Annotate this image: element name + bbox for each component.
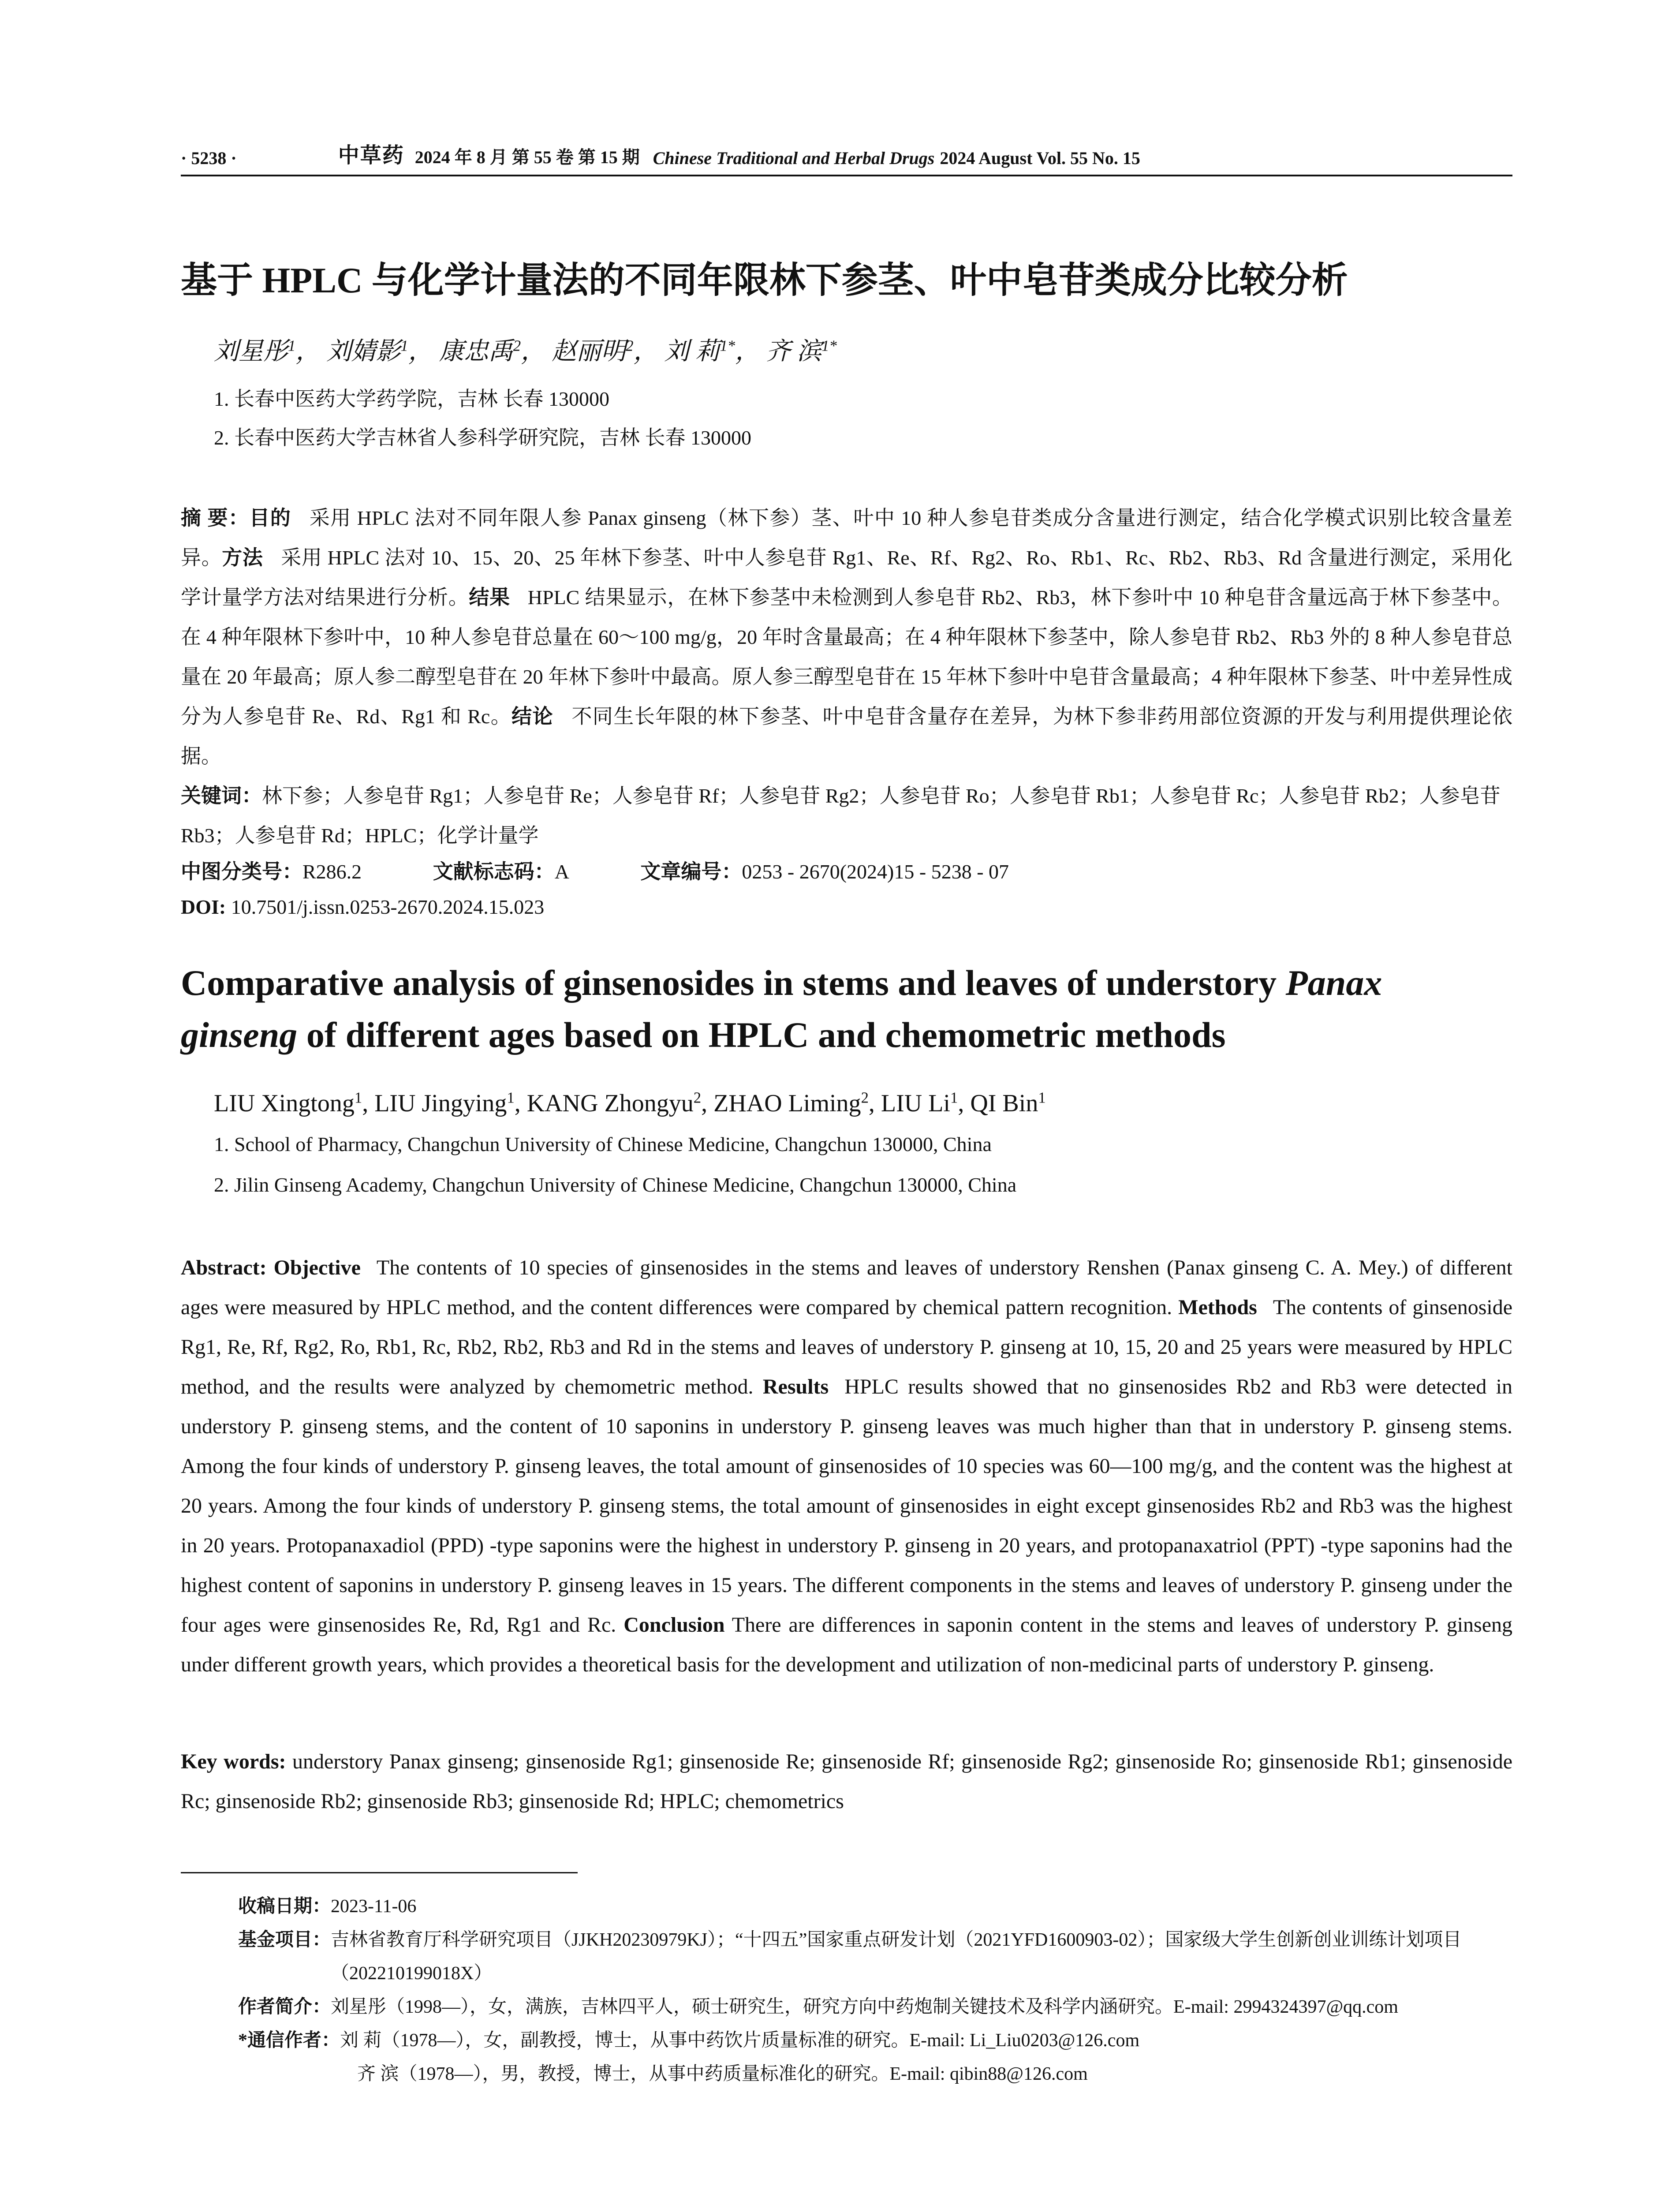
journal-name-cn: 中草药 <box>338 144 404 167</box>
results-label: 结果 <box>469 586 510 609</box>
clc-label: 中图分类号： <box>181 860 302 883</box>
author-mark: 1* <box>720 337 735 355</box>
affiliation-cn-2: 2. 长春中医药大学吉林省人参科学研究院，吉林 长春 130000 <box>214 426 751 449</box>
author-list-en: LIU Xingtong$^1$, LIU Jingying$^1$, KANG Zhongyu$^2$, ZHAO Liming$^2$, LIU Li$^1$, QI Bin$^1$ <box>214 1089 1046 1117</box>
fund-value: 吉林省教育厅科学研究项目（JJKH20230979KJ）；“十四五”国家重点研发计划（2021YFD1600903-02）；国家级大学生创新创业训练计划项目（202210199018X） <box>331 1930 1462 1984</box>
author-list-cn: 刘星彤$^1$， 刘婧影$^1$， 康忠禹$^2$， 赵丽明$^2$， 刘 莉$^{1*}$， 齐 滨$^{1*}$ <box>214 337 837 365</box>
author-name: 刘星彤 <box>214 338 288 365</box>
footnotes <box>238 1890 1512 2091</box>
title-part: of different ages based on HPLC and chemometric methods <box>306 1015 1226 1055</box>
corresponding-value-2: 齐 滨（1978—），男，教授，博士，从事中药质量标准化的研究。E-mail: qibin88@126.com <box>357 2064 1088 2084</box>
clc-value: R286.2 <box>302 860 362 883</box>
results-text: HPLC 结果显示，在林下参茎中未检测到人参皂苷 Rb2、Rb3，林下参叶中 10 种皂苷含量远高于林下参茎中。在 4 种年限林下参叶中，10 种人参皂苷总量在 60～100 mg/g，20 年时含量最高；在 4 种年限林下参茎中，除人参皂苷 Rb2、Rb3 外的 8 种人参皂苷总量在 20 年最高；原人参二醇型皂苷在 20 年林下参叶中最高。原人参三醇型皂苷在 15 年林下参叶中皂苷含量最高；4 种年限林下参茎、叶中差异性成分为人参皂苷 Re、Rd、Rg1 和 Rc。 <box>181 586 1513 728</box>
author-mark: 2 <box>626 337 634 355</box>
corresponding-label: *通信作者： <box>238 2030 340 2051</box>
classification-line <box>181 856 1075 885</box>
author-mark: 2 <box>513 337 521 355</box>
received-label: 收稿日期： <box>238 1896 331 1917</box>
article-no-value: 0253 - 2670(2024)15 - 5238 - 07 <box>742 860 1009 883</box>
objective-text: 采用 HPLC 法对不同年限人参 Panax ginseng（林下参）茎、叶中 10 种人参皂苷类成分含量进行测定，结合化学模式识别比较含量差异。 <box>181 507 1513 569</box>
doi-line <box>181 895 544 919</box>
footnote-divider <box>181 1872 578 1873</box>
methods-text: 采用 HPLC 法对 10、15、20、25 年林下参茎、叶中人参皂苷 Rg1、Re、Rf、Rg2、Ro、Rb1、Rc、Rb2、Rb3、Rd 含量进行测定，采用化学计量学方法对结果进行分析。 <box>181 546 1512 609</box>
results-text: HPLC results showed that no ginsenosides Rb2 and Rb3 were detected in understory P. ginseng stems, and the content of 10 saponins in understory P. ginseng leaves was much higher than that in understory P. ginseng stems. Among the four kinds of understory P. ginseng leaves, the total amount of ginsenosides of 10 species was 60—100 mg/g, and the content was the highest at 20 years. Among the four kinds of understory P. ginseng stems, the total amount of ginsenosides in eight except ginsenosides Rb2 and Rb3 was the highest in 20 years. Protopanaxadiol (PPD) -type saponins were the highest in understory P. ginseng in 20 years, and protopanaxatriol (PPT) -type saponins had the highest content of saponins in understory P. ginseng leaves in 15 years. The different components in the stems and leaves of understory P. ginseng under the four ages were ginsenosides Re, Rd, Rg1 and Rc. <box>181 1375 1513 1637</box>
affiliation-en-1: 1. School of Pharmacy, Changchun University of Chinese Medicine, Changchun 130000, China <box>214 1133 992 1155</box>
article-no-label: 文章编号： <box>640 860 742 883</box>
author-mark: 2 <box>861 1089 869 1106</box>
keywords-text: understory Panax ginseng; ginsenoside Rg1; ginsenoside Re; ginsenoside Rf; ginsenoside Rg2; ginsenoside Ro; ginsenoside Rb1; ginsenoside Rc; ginsenoside Rb2; ginsenoside Rb3; ginsenoside Rd; HPLC; chemometrics <box>181 1750 1513 1813</box>
author-name: LIU Jingying <box>374 1090 507 1117</box>
author-bio-label: 作者简介： <box>238 1997 331 2017</box>
author-name: 赵丽明 <box>552 338 626 365</box>
issue-info-cn: 2024 年 8 月 第 55 卷 第 15 期 <box>414 147 640 167</box>
author-bio-value: 刘星彤（1998—），女，满族，吉林四平人，硕士研究生，研究方向中药炮制关键技术及科学内涵研究。E-mail: 2994324397@qq.com <box>331 1997 1398 2017</box>
abstract-cn <box>181 498 1512 776</box>
author-mark: 1 <box>354 1089 362 1106</box>
abstract-label: 摘 要： <box>181 507 250 529</box>
paper-page <box>181 0 1512 2205</box>
paper-title-en <box>181 957 1512 1061</box>
author-name: 齐 滨 <box>766 338 822 365</box>
keywords-cn <box>181 776 1512 856</box>
page-number: · 5238 · <box>181 148 237 168</box>
author-name: 康忠禹 <box>439 338 513 365</box>
received-value: 2023-11-06 <box>331 1896 417 1917</box>
objective-text: The contents of 10 species of ginsenosides in the stems and leaves of understory Renshen (Panax ginseng C. A. Mey.) of different ages were measured by HPLC method, and the content differences were compared by chemical pattern recognition. <box>181 1256 1512 1319</box>
keywords-label: 关键词： <box>181 785 262 807</box>
affiliation-en-2: 2. Jilin Ginseng Academy, Changchun University of Chinese Medicine, Changchun 130000, China <box>214 1174 1017 1196</box>
doc-code-value: A <box>554 860 569 883</box>
conclusion-label: 结论 <box>511 705 554 728</box>
author-mark: 1 <box>1038 1089 1046 1106</box>
author-name: LIU Xingtong <box>214 1090 355 1117</box>
doi-value: 10.7501/j.issn.0253-2670.2024.15.023 <box>231 896 545 918</box>
conclusion-text: There are differences in saponin content in the stems and leaves of understory P. ginseng under different growth years, which provides a theoretical basis for the development and utilization of non-medicinal parts of understory P. ginseng. <box>181 1613 1513 1676</box>
title-italic: ginseng <box>181 1015 298 1055</box>
received-date <box>238 1890 1512 1923</box>
author-name: ZHAO Liming <box>713 1090 861 1117</box>
conclusion-label: Conclusion <box>623 1613 725 1637</box>
author-bio <box>238 1990 1512 2024</box>
author-name: KANG Zhongyu <box>526 1090 694 1117</box>
running-header <box>181 146 1512 176</box>
fund-info <box>238 1923 1512 1990</box>
author-mark: 1 <box>950 1089 958 1106</box>
author-name: 刘婧影 <box>326 338 401 365</box>
objective-label: 目的 <box>249 507 291 529</box>
paper-title-cn: 基于 HPLC 与化学计量法的不同年限林下参茎、叶中皂苷类成分比较分析 <box>181 260 1348 300</box>
keywords-en <box>181 1742 1512 1821</box>
abstract-en <box>181 1248 1512 1685</box>
author-name: LIU Li <box>881 1090 950 1117</box>
doc-code-label: 文献标志码： <box>433 860 555 883</box>
author-name: 刘 莉 <box>664 338 720 365</box>
fund-label: 基金项目： <box>238 1930 331 1950</box>
author-mark: 1 <box>507 1089 515 1106</box>
conclusion-text: 不同生长年限的林下参茎、叶中皂苷含量存在差异，为林下参非药用部位资源的开发与利用提供理论依据。 <box>181 705 1513 767</box>
corresponding-value-1: 刘 莉（1978—），女，副教授，博士，从事中药饮片质量标准的研究。E-mail: Li_Liu0203@126.com <box>340 2030 1140 2051</box>
results-label: Results <box>762 1375 829 1398</box>
author-mark: 1* <box>821 337 837 355</box>
issue-info-en: 2024 August Vol. 55 No. 15 <box>940 148 1140 168</box>
author-mark: 1 <box>288 337 296 355</box>
keywords-label: Key words: <box>181 1750 286 1773</box>
author-name: QI Bin <box>970 1090 1038 1117</box>
keywords-text: 林下参；人参皂苷 Rg1；人参皂苷 Re；人参皂苷 Rf；人参皂苷 Rg2；人参皂苷 Ro；人参皂苷 Rb1；人参皂苷 Rc；人参皂苷 Rb2；人参皂苷 Rb3；人参皂苷 Rd；HPLC；化学计量学 <box>181 785 1501 847</box>
methods-label: 方法 <box>222 546 263 569</box>
corresponding-author <box>238 2024 1512 2057</box>
doi-label: DOI: <box>181 896 226 918</box>
journal-name-en: Chinese Traditional and Herbal Drugs <box>653 148 935 168</box>
author-mark: 2 <box>693 1089 702 1106</box>
abstract-label: Abstract: Objective <box>181 1256 361 1279</box>
title-italic: Panax <box>1285 963 1382 1003</box>
author-mark: 1 <box>400 337 408 355</box>
methods-text: The contents of ginsenoside Rg1, Re, Rf, Rg2, Ro, Rb1, Rc, Rb2, Rb2, Rb3 and Rd in the stems and leaves of understory P. ginseng at 10, 15, 20 and 25 years were measured by HPLC method, and the results were analyzed by chemometric method. <box>181 1296 1513 1398</box>
affiliation-cn-1: 1. 长春中医药大学药学院，吉林 长春 130000 <box>214 388 609 410</box>
title-part: Comparative analysis of ginsenosides in stems and leaves of understory <box>181 963 1277 1003</box>
methods-label: Methods <box>1178 1296 1257 1319</box>
